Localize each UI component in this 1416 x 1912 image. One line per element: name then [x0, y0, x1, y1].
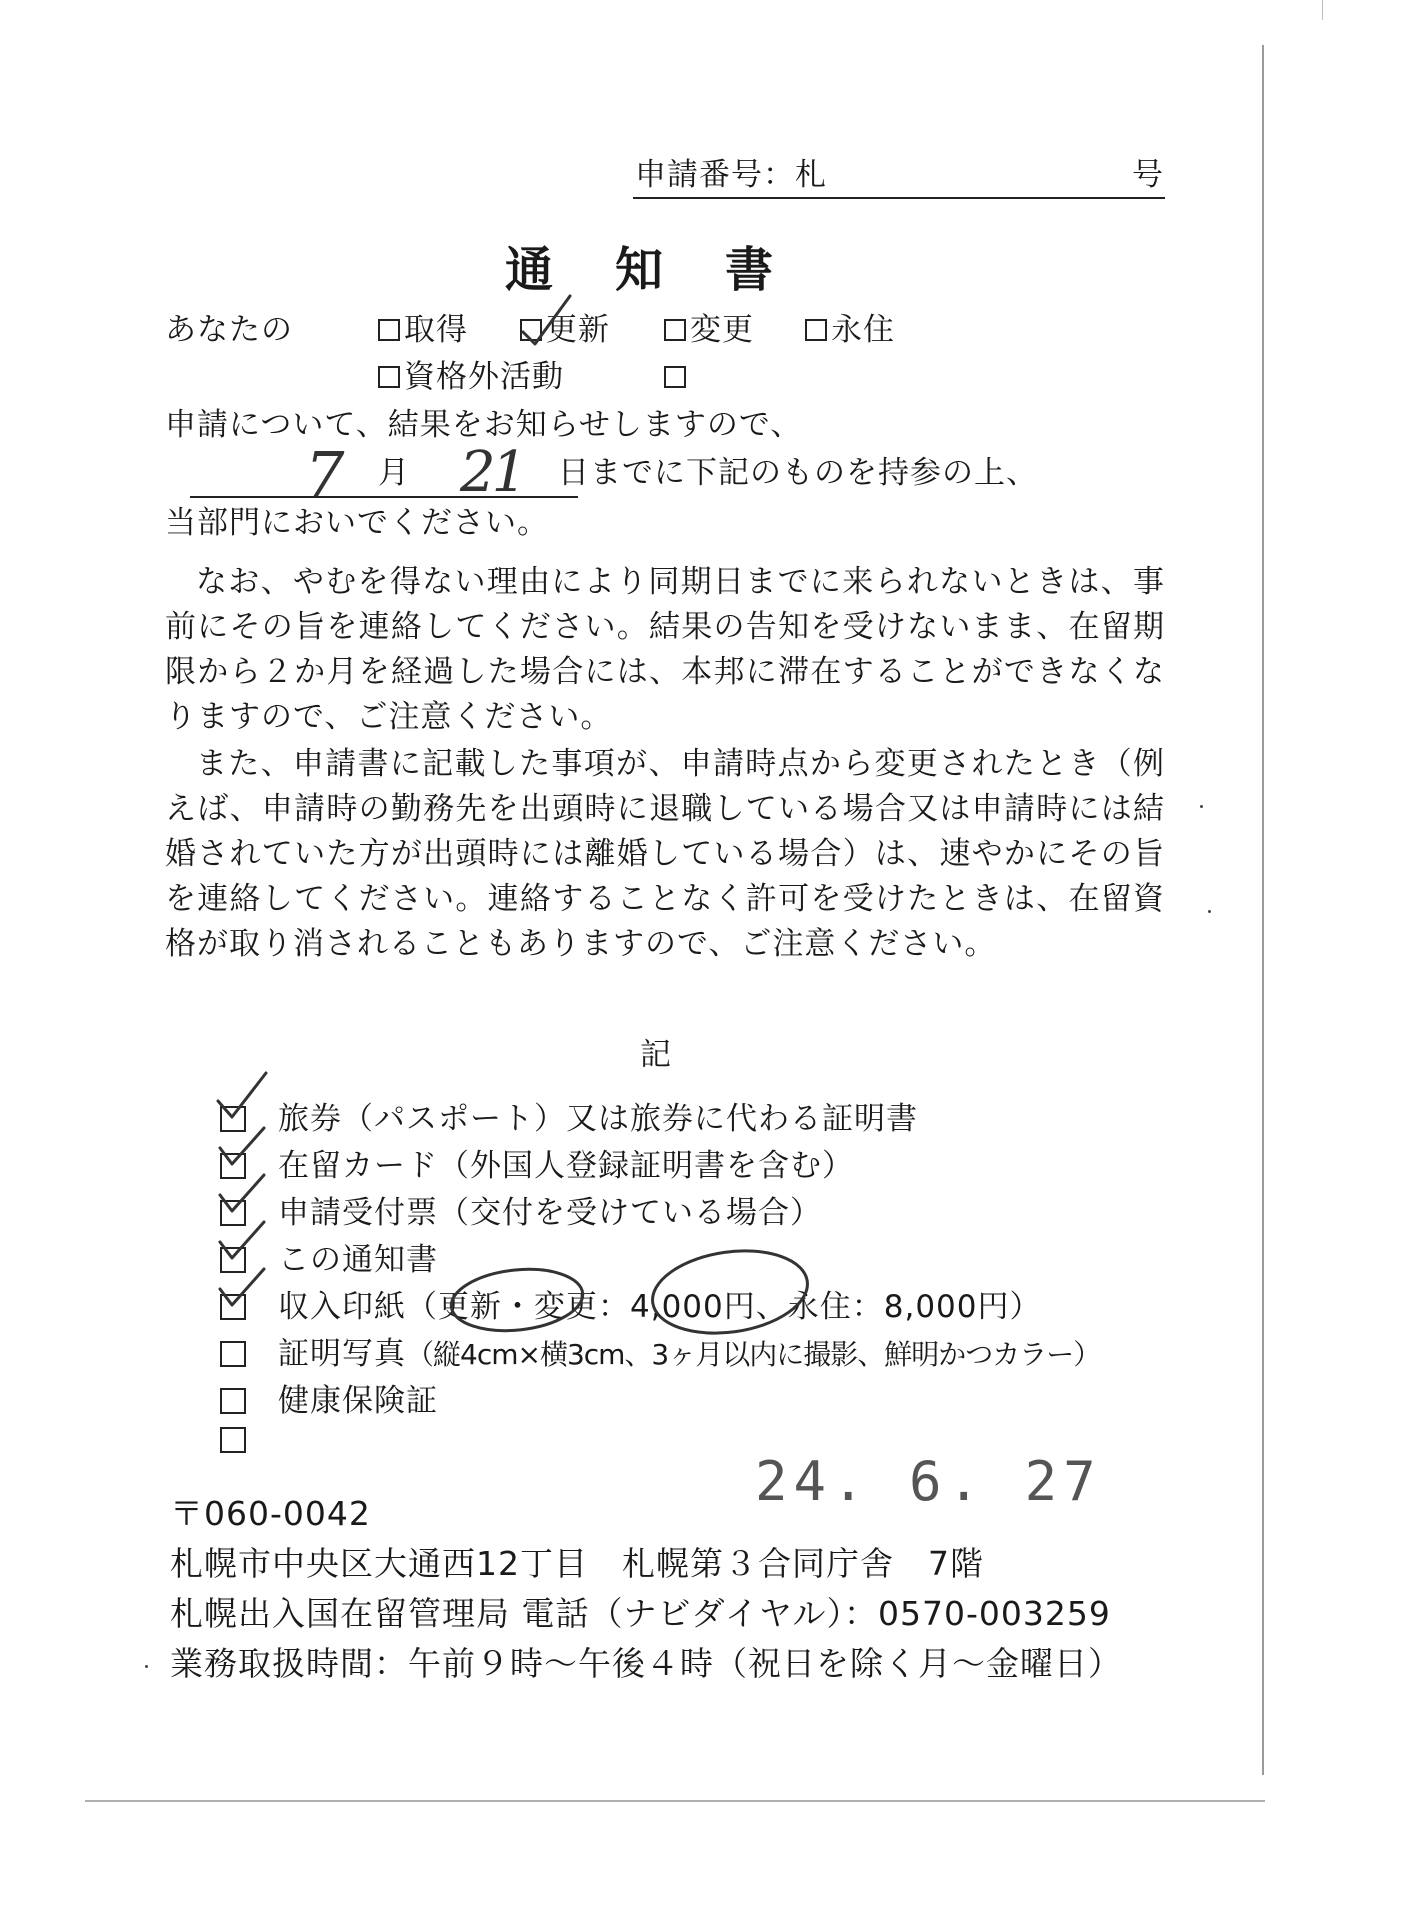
option-extra-activity[interactable]: 資格外活動: [378, 362, 564, 393]
handwritten-day: 21: [460, 440, 524, 505]
stamp-date: 24. 6. 27: [755, 1450, 1102, 1513]
item-revenue-stamp[interactable]: 収入印紙（更新・変更：4,000円、永住：8,000円）: [220, 1281, 1042, 1321]
postal-code: 〒060-0042: [170, 1494, 371, 1533]
checkbox-icon: [220, 1388, 246, 1414]
option-blank[interactable]: [664, 362, 690, 393]
paper-edge-bottom: [85, 1800, 1265, 1802]
paper-edge-mark: [1322, 0, 1323, 20]
circle-annotation: [445, 1262, 590, 1337]
paragraph: また、申請書に記載した事項が、申請時点から変更されたとき（例えば、申請時の勤務先を出頭時に退職している場合又は申請時には結婚されていた方が出頭時には離婚している場合）は、速やかにその旨を連絡してください。連絡することなく許可を受けたときは、在留資格が取り消されることもありますので、ご注意ください。: [165, 746, 1165, 962]
item-health-insurance[interactable]: 健康保険証: [220, 1375, 438, 1415]
paper-speck: [1200, 805, 1203, 808]
notice-line-1: 申請について、結果をお知らせしますので、: [165, 407, 803, 443]
notice-line-3: 当部門においでください。: [165, 505, 549, 541]
item-id-photo[interactable]: 証明写真（縦4cm×横3cm、3ヶ月以内に撮影、鮮明かつカラー）: [220, 1328, 1100, 1368]
item-receipt-slip[interactable]: 申請受付票（交付を受けている場合）: [220, 1187, 822, 1227]
option-change[interactable]: 変更: [664, 315, 754, 346]
checkmark-icon: [515, 290, 575, 350]
option-acquisition[interactable]: 取得: [378, 315, 468, 346]
paper-speck: [145, 1665, 148, 1668]
office-address: 札幌市中央区大通西12丁目 札幌第３合同庁舎 7階: [170, 1544, 984, 1583]
body-text: [165, 560, 1165, 967]
office-hours: 業務取扱時間：午前９時～午後４時（祝日を除く月～金曜日）: [170, 1644, 1122, 1683]
checkmark-icon: [212, 1065, 272, 1125]
option-permanent[interactable]: 永住: [805, 315, 895, 346]
application-number-suffix: 号: [1132, 157, 1164, 193]
paragraph: なお、やむを得ない理由により同期日までに来られないときは、事前にその旨を連絡してください。結果の告知を受けないまま、在留期限から２か月を経過した場合には、本邦に滞在することができなくなりますので、ご注意ください。: [165, 564, 1165, 735]
application-prefix: あなたの: [165, 312, 293, 348]
day-label: 日までに下記のものを持参の上、: [558, 455, 1038, 491]
paper-edge-right: [1262, 45, 1264, 1775]
checkbox-icon: [378, 366, 400, 388]
item-residence-card[interactable]: 在留カード（外国人登録証明書を含む）: [220, 1140, 854, 1180]
paper-speck: [1208, 910, 1211, 913]
checkbox-icon: [220, 1427, 246, 1453]
checkmark-icon: [214, 1259, 270, 1315]
item-this-notice[interactable]: この通知書: [220, 1234, 438, 1274]
checkbox-icon: [664, 366, 686, 388]
application-number-underline: [633, 197, 1165, 199]
handwritten-month: 7: [305, 438, 345, 511]
checkbox-icon: [805, 319, 827, 341]
month-label: 月: [378, 455, 410, 491]
item-blank[interactable]: [220, 1422, 278, 1462]
document-title: 通知書: [505, 242, 836, 298]
option-renewal[interactable]: 更新: [520, 315, 610, 346]
ki-heading: 記: [640, 1037, 672, 1073]
office-name-phone: 札幌出入国在留管理局 電話（ナビダイヤル）：0570-003259: [170, 1594, 1111, 1633]
checkbox-icon: [664, 319, 686, 341]
application-number-label: 申請番号：札: [635, 157, 827, 193]
checkbox-icon: [378, 319, 400, 341]
checkbox-icon: [220, 1341, 246, 1367]
circle-annotation: [645, 1240, 815, 1340]
item-passport[interactable]: 旅券（パスポート）又は旅券に代わる証明書: [220, 1093, 918, 1133]
